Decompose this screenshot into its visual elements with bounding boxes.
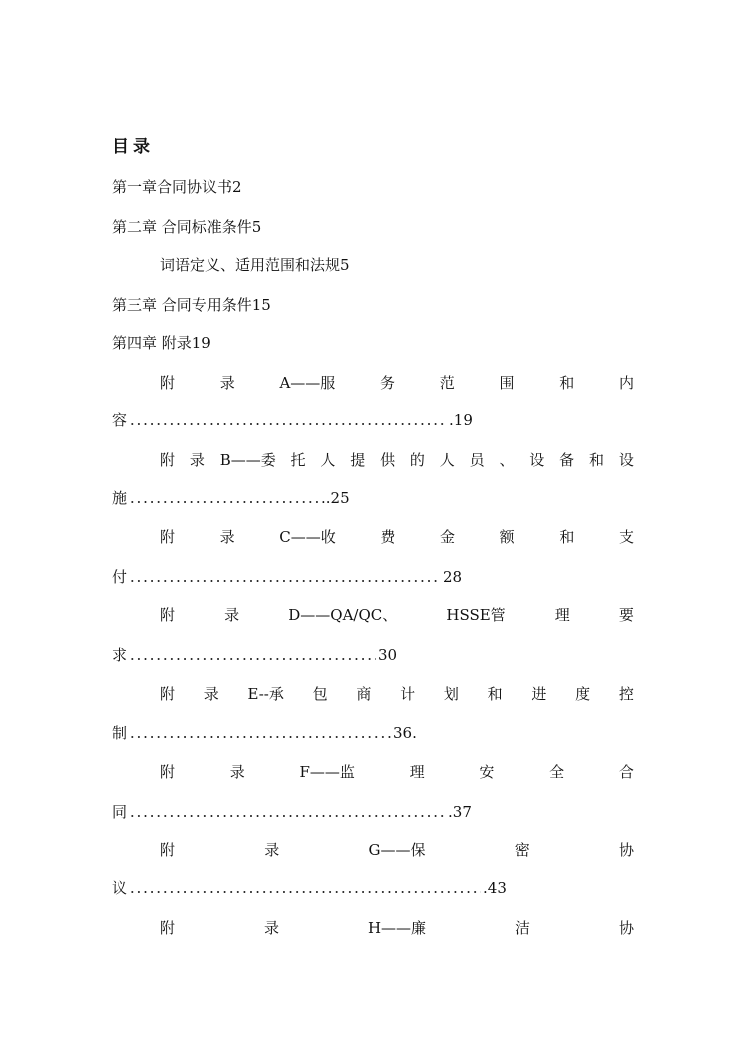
appendix-title-token: 划 bbox=[443, 685, 459, 703]
appendix-c-title bbox=[160, 527, 634, 547]
toc-entry-chapter-4: 第四章 附录19 bbox=[112, 334, 211, 352]
appendix-title-token: B——委 bbox=[219, 451, 276, 469]
dot-leader bbox=[129, 891, 481, 893]
appendix-title-token: 务 bbox=[380, 374, 396, 392]
appendix-title-token: 费 bbox=[380, 528, 396, 546]
toc-entry-chapter-2: 第二章 合同标准条件5 bbox=[112, 218, 262, 236]
appendix-title-token: 附 bbox=[160, 528, 176, 546]
appendix-title-token: 录 bbox=[219, 374, 235, 392]
appendix-title-token: 人 bbox=[439, 451, 455, 469]
appendix-title-token: 录 bbox=[224, 606, 240, 624]
appendix-title-token: 录 bbox=[264, 841, 280, 859]
appendix-title-token: 录 bbox=[263, 919, 279, 937]
appendix-title-token: 支 bbox=[618, 528, 634, 546]
page-number: .19 bbox=[449, 411, 473, 429]
appendix-title-token: 安 bbox=[479, 763, 495, 781]
appendix-title-token: 密 bbox=[514, 841, 530, 859]
page-number: ..25 bbox=[321, 489, 350, 507]
appendix-title-token: 设 bbox=[529, 451, 545, 469]
appendix-title-token: A——服 bbox=[279, 374, 336, 392]
appendix-title-token: 理 bbox=[409, 763, 425, 781]
appendix-title-token: 商 bbox=[356, 685, 372, 703]
appendix-title-token: 人 bbox=[320, 451, 336, 469]
appendix-title-tail: 制 bbox=[112, 724, 128, 742]
appendix-b-title bbox=[160, 450, 634, 470]
appendix-title-token: 额 bbox=[499, 528, 515, 546]
appendix-title-token: 员 bbox=[469, 451, 485, 469]
page-number: .37 bbox=[448, 803, 472, 821]
appendix-title-tail: 求 bbox=[112, 646, 128, 664]
appendix-f-leader-line bbox=[112, 802, 472, 822]
appendix-title-token: 理 bbox=[554, 606, 570, 624]
appendix-title-token: G——保 bbox=[368, 841, 426, 859]
appendix-title-token: 协 bbox=[618, 841, 634, 859]
appendix-title-token: 全 bbox=[549, 763, 565, 781]
appendix-a-leader-line bbox=[112, 410, 473, 430]
page-number: 36. bbox=[393, 724, 417, 742]
appendix-f-title bbox=[160, 762, 634, 782]
appendix-title-tail: 施 bbox=[112, 489, 128, 507]
appendix-title-token: 要 bbox=[618, 606, 634, 624]
appendix-title-token: 提 bbox=[350, 451, 366, 469]
appendix-title-token: 托 bbox=[290, 451, 306, 469]
appendix-title-token: 和 bbox=[559, 374, 575, 392]
appendix-title-token: 录 bbox=[219, 528, 235, 546]
appendix-title-token: 包 bbox=[312, 685, 328, 703]
appendix-title-token: 设 bbox=[618, 451, 634, 469]
toc-entry-chapter-3: 第三章 合同专用条件15 bbox=[112, 296, 271, 314]
appendix-title-token: 供 bbox=[380, 451, 396, 469]
appendix-title-token: 度 bbox=[575, 685, 591, 703]
toc-title: 目录 bbox=[112, 137, 154, 157]
appendix-title-token: 附 bbox=[160, 841, 176, 859]
appendix-title-token: 围 bbox=[499, 374, 515, 392]
toc-entry-definitions: 词语定义、适用范围和法规5 bbox=[160, 256, 350, 274]
appendix-title-token: 附 bbox=[160, 374, 176, 392]
dot-leader bbox=[129, 815, 446, 817]
appendix-e-title bbox=[160, 684, 634, 704]
appendix-title-token: 录 bbox=[229, 763, 245, 781]
appendix-title-token: 附 bbox=[160, 606, 176, 624]
appendix-title-token: 控 bbox=[618, 685, 634, 703]
appendix-title-token: 金 bbox=[440, 528, 456, 546]
appendix-b-leader-line bbox=[112, 488, 350, 508]
appendix-title-token: D——QA/QC、 bbox=[288, 606, 398, 624]
page-number: 30 bbox=[378, 646, 398, 664]
appendix-d-leader-line bbox=[112, 645, 397, 665]
appendix-title-token: C——收 bbox=[279, 528, 336, 546]
appendix-title-token: 协 bbox=[618, 919, 634, 937]
appendix-title-tail: 同 bbox=[112, 803, 128, 821]
appendix-e-leader-line bbox=[112, 723, 417, 743]
appendix-title-token: E--承 bbox=[247, 685, 284, 703]
appendix-title-tail: 容 bbox=[112, 411, 128, 429]
appendix-title-token: 的 bbox=[409, 451, 425, 469]
appendix-title-token: H——廉 bbox=[367, 919, 427, 937]
toc-entry-chapter-1: 第一章合同协议书2 bbox=[112, 178, 242, 196]
appendix-title-token: 计 bbox=[400, 685, 416, 703]
appendix-title-token: 内 bbox=[618, 374, 634, 392]
page-number: 28 bbox=[443, 568, 463, 586]
appendix-title-token: 录 bbox=[189, 451, 205, 469]
appendix-title-token: 和 bbox=[487, 685, 503, 703]
dot-leader bbox=[129, 658, 376, 660]
appendix-title-token: 备 bbox=[559, 451, 575, 469]
appendix-title-token: HSSE管 bbox=[446, 606, 506, 624]
appendix-title-token: 进 bbox=[531, 685, 547, 703]
appendix-title-token: 附 bbox=[160, 451, 176, 469]
appendix-title-token: 、 bbox=[499, 451, 515, 469]
appendix-title-token: 和 bbox=[559, 528, 575, 546]
appendix-h-title bbox=[160, 918, 634, 938]
appendix-title-token: 范 bbox=[439, 374, 455, 392]
appendix-title-token: 录 bbox=[203, 685, 219, 703]
appendix-title-token: 附 bbox=[160, 919, 176, 937]
appendix-title-token: F——监 bbox=[299, 763, 355, 781]
appendix-g-title bbox=[160, 840, 634, 860]
page-number: .43 bbox=[483, 879, 507, 897]
appendix-title-token: 洁 bbox=[514, 919, 530, 937]
appendix-title-tail: 付 bbox=[112, 568, 128, 586]
dot-leader bbox=[129, 423, 447, 425]
appendix-title-token: 合 bbox=[618, 763, 634, 781]
appendix-title-token: 和 bbox=[588, 451, 604, 469]
appendix-c-leader-line bbox=[112, 567, 462, 587]
appendix-title-tail: 议 bbox=[112, 879, 128, 897]
appendix-d-title bbox=[160, 605, 634, 625]
appendix-a-title bbox=[160, 373, 634, 393]
appendix-title-token: 附 bbox=[160, 763, 176, 781]
dot-leader bbox=[129, 736, 391, 738]
dot-leader bbox=[129, 580, 441, 582]
dot-leader bbox=[129, 501, 319, 503]
appendix-title-token: 附 bbox=[160, 685, 176, 703]
appendix-g-leader-line bbox=[112, 878, 507, 898]
